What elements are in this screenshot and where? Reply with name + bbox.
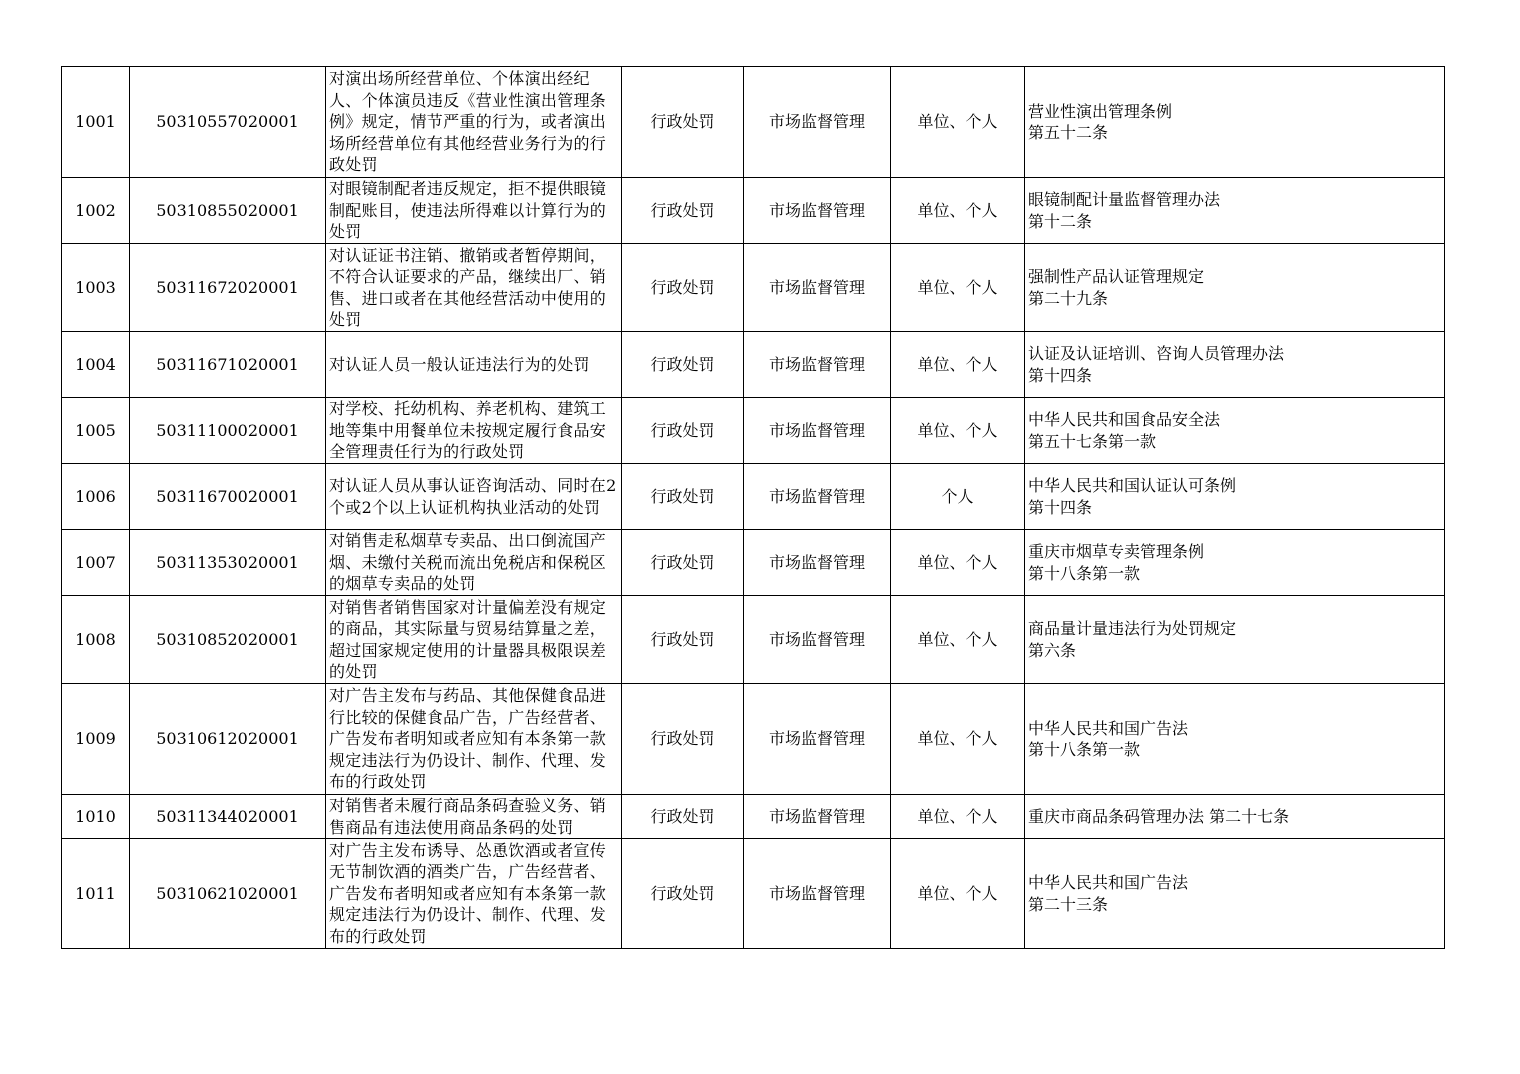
item-type: 行政处罚 — [622, 398, 744, 464]
legal-basis-law: 营业性演出管理条例 — [1028, 101, 1173, 121]
table-row — [62, 398, 1445, 464]
applicable-target: 单位、个人 — [891, 398, 1025, 464]
legal-basis-law: 眼镜制配计量监督管理办法 — [1028, 190, 1221, 209]
table-row — [62, 244, 1445, 332]
item-code: 50310855020001 — [130, 178, 326, 244]
item-description: 对学校、托幼机构、养老机构、建筑工地等集中用餐单位未按规定履行食品安全管理责任行为的行政处罚 — [326, 398, 622, 464]
responsible-department: 市场监督管理 — [744, 67, 891, 178]
legal-basis-article: 第六条 — [1028, 640, 1077, 660]
row-number: 1001 — [62, 67, 130, 178]
item-description: 对销售者未履行商品条码查验义务、销售商品有违法使用商品条码的处罚 — [326, 795, 622, 839]
item-code: 50310621020001 — [130, 839, 326, 949]
legal-basis-law: 商品量计量违法行为处罚规定 — [1028, 619, 1237, 638]
table-row — [62, 795, 1445, 839]
table-row — [62, 178, 1445, 244]
applicable-target: 单位、个人 — [891, 795, 1025, 839]
legal-basis — [1025, 684, 1445, 795]
legal-basis-article: 第十八条第一款 — [1028, 563, 1141, 583]
legal-basis — [1025, 596, 1445, 684]
item-code: 50311670020001 — [130, 464, 326, 530]
row-number: 1002 — [62, 178, 130, 244]
legal-basis-article: 第十四条 — [1028, 497, 1093, 517]
item-type: 行政处罚 — [622, 178, 744, 244]
item-code: 50311353020001 — [130, 530, 326, 596]
legal-basis-law: 重庆市商品条码管理办法 第二十七条 — [1028, 806, 1290, 826]
applicable-target: 单位、个人 — [891, 178, 1025, 244]
row-number: 1008 — [62, 596, 130, 684]
legal-basis-law: 中华人民共和国认证认可条例 — [1028, 476, 1237, 495]
row-number: 1005 — [62, 398, 130, 464]
legal-basis-article: 第十四条 — [1028, 365, 1093, 385]
legal-basis — [1025, 244, 1445, 332]
item-code: 50310612020001 — [130, 684, 326, 795]
item-type: 行政处罚 — [622, 684, 744, 795]
legal-basis — [1025, 332, 1445, 398]
item-description: 对眼镜制配者违反规定，拒不提供眼镜制配账目，使违法所得难以计算行为的处罚 — [326, 178, 622, 244]
item-type: 行政处罚 — [622, 530, 744, 596]
row-number: 1009 — [62, 684, 130, 795]
legal-basis — [1025, 67, 1445, 178]
penalty-items-table — [61, 66, 1445, 949]
responsible-department: 市场监督管理 — [744, 684, 891, 795]
item-description: 对销售者销售国家对计量偏差没有规定的商品，其实际量与贸易结算量之差，超过国家规定使用的计量器具极限误差的处罚 — [326, 596, 622, 684]
row-number: 1006 — [62, 464, 130, 530]
table-row — [62, 530, 1445, 596]
responsible-department: 市场监督管理 — [744, 530, 891, 596]
item-type: 行政处罚 — [622, 464, 744, 530]
item-code: 50311671020001 — [130, 332, 326, 398]
legal-basis-law: 中华人民共和国广告法 — [1028, 718, 1189, 738]
legal-basis — [1025, 178, 1445, 244]
applicable-target: 单位、个人 — [891, 332, 1025, 398]
item-description: 对认证人员一般认证违法行为的处罚 — [326, 332, 622, 398]
legal-basis — [1025, 795, 1445, 839]
item-description: 对认证人员从事认证咨询活动、同时在2个或2个以上认证机构执业活动的处罚 — [326, 464, 622, 530]
legal-basis — [1025, 464, 1445, 530]
applicable-target: 单位、个人 — [891, 684, 1025, 795]
item-code: 50311672020001 — [130, 244, 326, 332]
row-number: 1011 — [62, 839, 130, 949]
responsible-department: 市场监督管理 — [744, 244, 891, 332]
responsible-department: 市场监督管理 — [744, 795, 891, 839]
legal-basis — [1025, 839, 1445, 949]
item-type: 行政处罚 — [622, 244, 744, 332]
item-description: 对广告主发布诱导、怂恿饮酒或者宣传无节制饮酒的酒类广告，广告经营者、广告发布者明知或者应知有本条第一款规定违法行为仍设计、制作、代理、发布的行政处罚 — [326, 839, 622, 949]
applicable-target: 单位、个人 — [891, 839, 1025, 949]
row-number: 1004 — [62, 332, 130, 398]
row-number: 1007 — [62, 530, 130, 596]
applicable-target: 单位、个人 — [891, 244, 1025, 332]
legal-basis-law: 强制性产品认证管理规定 — [1028, 267, 1205, 286]
table-row — [62, 684, 1445, 795]
responsible-department: 市场监督管理 — [744, 839, 891, 949]
table-row — [62, 839, 1445, 949]
item-type: 行政处罚 — [622, 795, 744, 839]
applicable-target: 个人 — [891, 464, 1025, 530]
legal-basis-law: 认证及认证培训、咨询人员管理办法 — [1028, 344, 1285, 363]
item-type: 行政处罚 — [622, 67, 744, 178]
responsible-department: 市场监督管理 — [744, 332, 891, 398]
legal-basis-article: 第二十三条 — [1028, 894, 1109, 914]
table-body — [62, 67, 1445, 949]
legal-basis-law: 中华人民共和国食品安全法 — [1028, 410, 1221, 429]
table-row — [62, 596, 1445, 684]
responsible-department: 市场监督管理 — [744, 398, 891, 464]
item-description: 对认证证书注销、撤销或者暂停期间，不符合认证要求的产品，继续出厂、销售、进口或者在其他经营活动中使用的处罚 — [326, 244, 622, 332]
legal-basis — [1025, 530, 1445, 596]
item-code: 50311100020001 — [130, 398, 326, 464]
responsible-department: 市场监督管理 — [744, 464, 891, 530]
item-description: 对广告主发布与药品、其他保健食品进行比较的保健食品广告，广告经营者、广告发布者明知或者应知有本条第一款规定违法行为仍设计、制作、代理、发布的行政处罚 — [326, 684, 622, 795]
applicable-target: 单位、个人 — [891, 67, 1025, 178]
item-type: 行政处罚 — [622, 839, 744, 949]
legal-basis-article: 第二十九条 — [1028, 288, 1109, 308]
item-type: 行政处罚 — [622, 596, 744, 684]
legal-basis-article: 第十二条 — [1028, 211, 1093, 231]
item-code: 50310852020001 — [130, 596, 326, 684]
legal-basis-law: 中华人民共和国广告法 — [1028, 873, 1189, 892]
applicable-target: 单位、个人 — [891, 596, 1025, 684]
table-row — [62, 332, 1445, 398]
legal-basis-law: 重庆市烟草专卖管理条例 — [1028, 542, 1205, 561]
item-code: 50311344020001 — [130, 795, 326, 839]
table-row — [62, 67, 1445, 178]
item-description: 对销售走私烟草专卖品、出口倒流国产烟、未缴付关税而流出免税店和保税区的烟草专卖品的处罚 — [326, 530, 622, 596]
legal-basis — [1025, 398, 1445, 464]
legal-basis-article: 第五十七条第一款 — [1028, 431, 1157, 451]
item-type: 行政处罚 — [622, 332, 744, 398]
table-row — [62, 464, 1445, 530]
legal-basis-article: 第五十二条 — [1028, 123, 1109, 142]
item-code: 50310557020001 — [130, 67, 326, 178]
row-number: 1003 — [62, 244, 130, 332]
row-number: 1010 — [62, 795, 130, 839]
responsible-department: 市场监督管理 — [744, 178, 891, 244]
responsible-department: 市场监督管理 — [744, 596, 891, 684]
item-description: 对演出场所经营单位、个体演出经纪人、个体演员违反《营业性演出管理条例》规定，情节严重的行为，或者演出场所经营单位有其他经营业务行为的行政处罚 — [326, 67, 622, 178]
legal-basis-article: 第十八条第一款 — [1028, 740, 1141, 759]
applicable-target: 单位、个人 — [891, 530, 1025, 596]
